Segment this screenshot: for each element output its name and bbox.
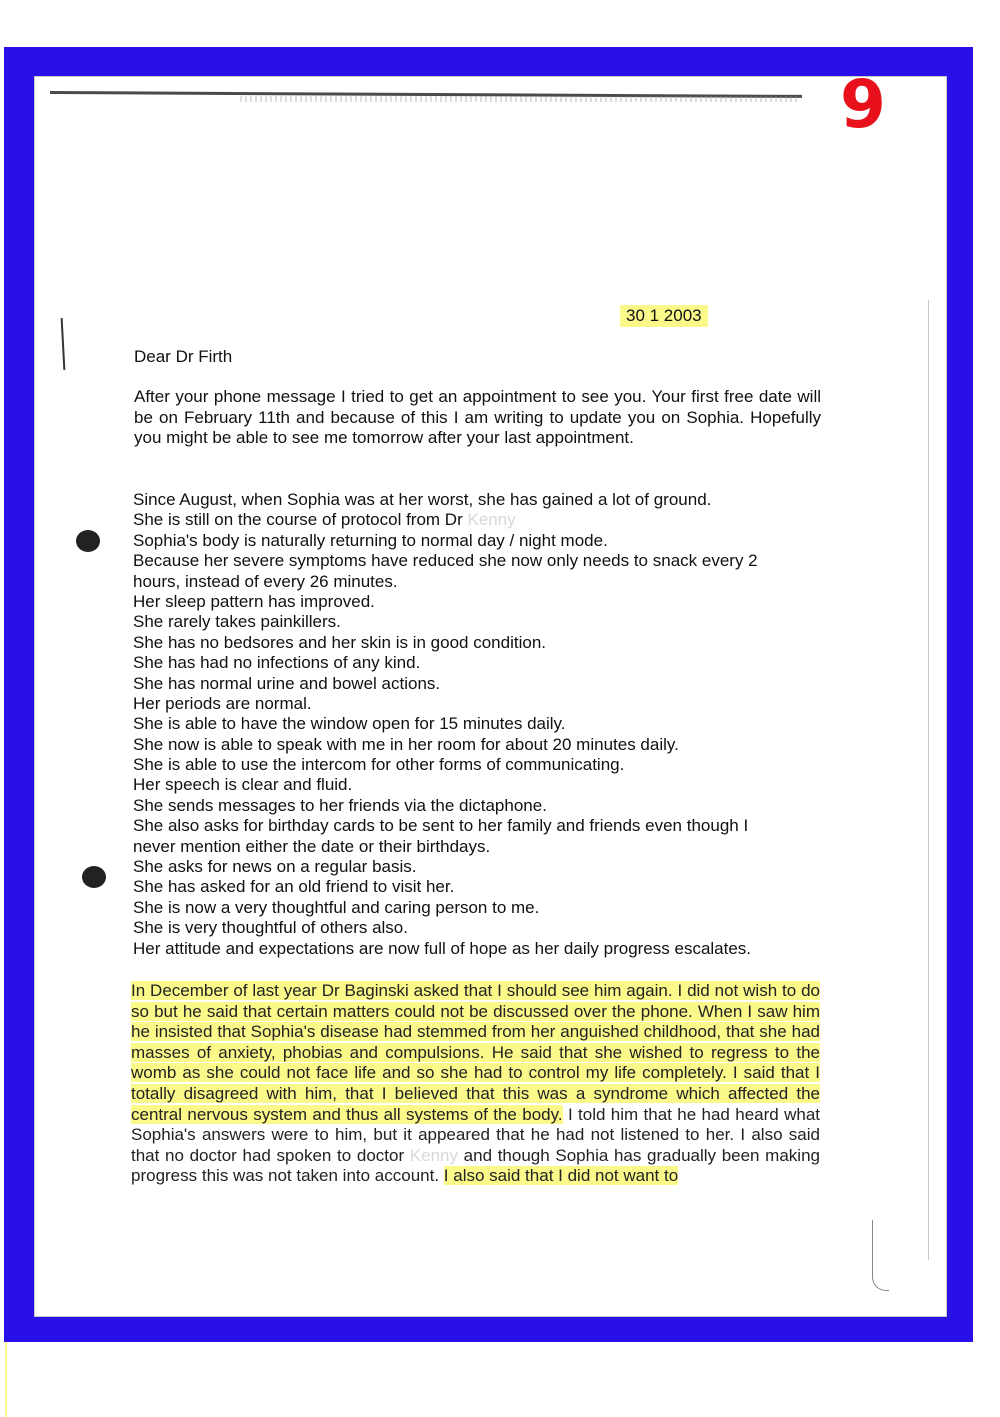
- punch-hole-bottom: [82, 866, 106, 888]
- highlighted-text: In December of last year Dr Baginski asked that I should see him again. I did not wish to do so but he said that certain matters could not be discussed over the phone. When I saw him he insisted that Sophia's disease had stemmed from her anguished childhood, that she had masses of anxiety, phobias and compulsions. He said that she wished to regress to the womb as she could not face life and so she had to control my life completely. I said that I totally disagreed with him, that I believed that this was a syndrome which affected the central nervous system and thus all systems of the body.: [131, 981, 820, 1124]
- list-item: She is very thoughtful of others also.: [133, 918, 408, 938]
- list-item: Sophia's body is naturally returning to normal day / night mode.: [133, 530, 608, 550]
- list-item: Her periods are normal.: [133, 693, 312, 713]
- list-item: never mention either the date or their birthdays.: [133, 836, 491, 856]
- list-item: She is able to have the window open for 15 minutes daily.: [133, 714, 566, 734]
- list-item: Since August, when Sophia was at her worst, she has gained a lot of ground.: [133, 490, 712, 509]
- progress-list: [133, 490, 833, 959]
- list-item: She has no bedsores and her skin is in good condition.: [133, 632, 546, 652]
- redacted-name: Kenny: [409, 1145, 458, 1165]
- letter-date: 30 1 2003: [620, 305, 708, 327]
- list-item: She also asks for birthday cards to be sent to her family and friends even though I: [133, 816, 749, 836]
- list-item: Her speech is clear and fluid.: [133, 775, 353, 795]
- list-item: She sends messages to her friends via the dictaphone.: [133, 795, 547, 815]
- scan-edge-line: [928, 300, 929, 1260]
- baginski-paragraph: [131, 981, 820, 1187]
- list-item: She rarely takes painkillers.: [133, 612, 341, 632]
- page-number: 9: [840, 66, 886, 143]
- list-item: Her attitude and expectations are now full of hope as her daily progress escalates.: [133, 938, 752, 958]
- intro-paragraph: After your phone message I tried to get an appointment to see you. Your first free date will be on February 11th and because of this I am writing to update you on Sophia. Hopefully you might be able to see me tomorrow after your last appointment.: [134, 387, 821, 448]
- list-item: She asks for news on a regular basis.: [133, 857, 417, 877]
- list-item: She is now a very thoughtful and caring person to me.: [133, 897, 540, 917]
- redacted-name: Kenny: [467, 510, 516, 530]
- list-item: Her sleep pattern has improved.: [133, 591, 375, 611]
- list-item: She has had no infections of any kind.: [133, 653, 421, 673]
- body-text: and though Sophia has gradually been making progress this was not taken into account.: [131, 1145, 820, 1186]
- list-item: [133, 510, 833, 530]
- list-item: Because her severe symptoms have reduced she now only needs to snack every 2: [133, 551, 758, 571]
- highlight-artifact: [5, 1342, 7, 1417]
- body-text: I told him that he had heard what Sophia's answers were to him, but it appeared that he had not listened to her. I also said that no doctor had spoken to doctor: [131, 1104, 821, 1165]
- list-item: She is able to use the intercom for other forms of communicating.: [133, 755, 625, 775]
- list-item: She now is able to speak with me in her room for about 20 minutes daily.: [133, 734, 679, 754]
- scan-artifact-noise: [240, 96, 800, 102]
- list-item: She has normal urine and bowel actions.: [133, 673, 441, 693]
- list-item: hours, instead of every 26 minutes.: [133, 571, 398, 591]
- corner-mark: [872, 1220, 889, 1291]
- list-item: She has asked for an old friend to visit her.: [133, 877, 455, 897]
- highlighted-text: I also said that I did not want to: [443, 1166, 679, 1186]
- punch-hole-top: [76, 530, 100, 552]
- list-item-text: She is still on the course of protocol from Dr: [133, 510, 463, 530]
- salutation: Dear Dr Firth: [134, 347, 233, 366]
